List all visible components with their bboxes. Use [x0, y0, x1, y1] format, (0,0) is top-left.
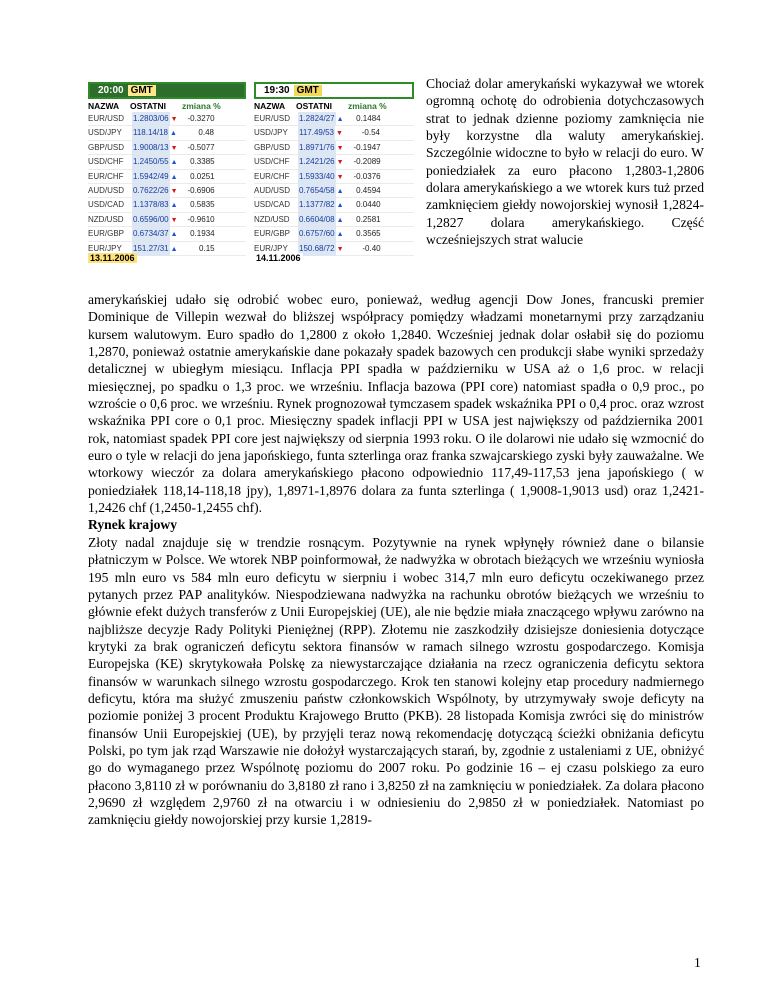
arrow-up-icon: ▲: [336, 216, 344, 224]
quote-change: 0.48: [198, 128, 214, 138]
quote-value: 151.27/31: [132, 242, 170, 256]
quote-time: 20:00: [98, 85, 124, 96]
quote-table-1: [88, 82, 246, 263]
quote-change: 0.5835: [190, 200, 215, 210]
quote-value: 0.6604/08: [298, 213, 336, 227]
quote-change: -0.6906: [187, 185, 215, 195]
article-paragraph-1: amerykańskiej udało się odrobić wobec euro, ponieważ, według agencji Dow Jones, francuski premier Dominique de Villepin wezwał do bliższej współpracy pomiędzy władzami monetarnymi przy zarządzaniu kursem walutowym. Euro spadło do 1,2800 z około 1,2840. Wcześniej jednak dolar osłabił się do poziomu 1,2870, ponieważ ostatnie amerykańskie dane pokazały spadek bazowych cen produkcji słabe wyniki sprzedaży detalicznej w ubiegłym miesiącu. Inflacja PPI spadła w październiku w USA aż o 1,6 proc. w relacji miesięcznej, po spadku o 1,3 proc. we wrześniu. Inflacja bazowa (PPI core) natomiast spadła o 0,9 proc., po wzroście o 0,6 proc. we wrześniu. Rynek prognozował tymczasem spadek wskaźnika PPI o 0,4 proc. oraz wzrost wskaźnika PPI core o 0,1 proc. Miesięczny spadek inflacji PPI w USA jest największy od października 2001 rok, natomiast spadek PPI core jest największy od sierpnia 1993 roku. O ile dolarowi nie udało się wzmocnić do euro o tyle w relacji do jena japońskiego, funta szterlinga oraz franka szwajcarskiego zyski były zauważalne. We wtorkowy wieczór za dolara amerykańskiego płacono odpowiednio 117,49-117,53 jena japońskiego ( w poniedziałek 118,14-118,18 jpy), 1,8971-1,8976 dolara za funta szterlinga ( 1,9008-1,9013 usd) oraz 1,2421-1,2426 chf (1,2450-1,2455 chf).: [88, 292, 704, 516]
quote-row: [254, 155, 414, 169]
quote-date: 14.11.2006: [256, 253, 301, 263]
quote-value: 118.14/18: [132, 126, 169, 140]
arrow-down-icon: ▼: [170, 216, 178, 224]
column-name: NAZWA: [88, 101, 120, 111]
quote-change: 0.0251: [190, 171, 215, 181]
quote-change: -0.40: [362, 243, 381, 253]
quote-timezone: GMT: [128, 85, 156, 96]
arrow-down-icon: ▼: [336, 130, 343, 138]
quote-value: 0.6734/37: [132, 227, 170, 241]
quote-value: 1.8971/76: [298, 141, 336, 155]
currency-pair: EUR/CHF: [88, 171, 124, 181]
currency-pair: GBP/USD: [88, 142, 125, 152]
quote-change: -0.54: [361, 128, 380, 138]
quote-value: 1.1377/82: [298, 198, 336, 212]
arrow-down-icon: ▼: [170, 187, 178, 195]
quote-value: 117.49/53: [298, 126, 335, 140]
intro-paragraph: [426, 75, 704, 248]
quote-value: 1.2450/55: [132, 155, 170, 169]
currency-pair: EUR/USD: [88, 114, 125, 123]
quote-change: 0.3385: [190, 157, 215, 167]
arrow-up-icon: ▲: [170, 245, 178, 253]
arrow-up-icon: ▲: [336, 187, 344, 195]
column-last: OSTATNI: [130, 101, 167, 111]
column-name: NAZWA: [254, 101, 286, 111]
quote-table-header: [88, 82, 246, 99]
quote-change: 0.2581: [356, 214, 381, 224]
quote-row: [88, 141, 246, 155]
quote-timezone: GMT: [294, 85, 322, 96]
quote-value: 1.1378/83: [132, 198, 170, 212]
arrow-up-icon: ▲: [336, 202, 344, 210]
quote-value: 150.68/72: [298, 242, 336, 256]
arrow-up-icon: ▲: [170, 159, 178, 167]
quote-change: 0.15: [199, 243, 215, 253]
currency-pair: USD/CAD: [88, 200, 125, 210]
quote-change: 0.3565: [356, 229, 381, 239]
currency-pair: EUR/GBP: [254, 229, 291, 239]
arrow-down-icon: ▼: [170, 144, 178, 152]
arrow-down-icon: ▼: [336, 245, 344, 253]
arrow-up-icon: ▲: [336, 116, 344, 123]
quote-change: 0.1484: [356, 114, 381, 123]
quote-time: 19:30: [264, 85, 290, 96]
quote-value: 0.7654/58: [298, 184, 336, 198]
quote-rows: [88, 112, 246, 256]
column-change: zmiana %: [182, 101, 221, 111]
quote-table-2: [254, 82, 414, 263]
quote-table-header: [254, 82, 414, 99]
quote-change: -0.1947: [353, 142, 381, 152]
currency-pair: USD/CAD: [254, 200, 291, 210]
quote-row: [88, 126, 246, 140]
currency-pair: AUD/USD: [88, 185, 125, 195]
quote-change: -0.5077: [187, 142, 215, 152]
currency-pair: NZD/USD: [254, 214, 290, 224]
arrow-up-icon: ▲: [170, 231, 178, 239]
quote-change: -0.0376: [353, 171, 381, 181]
article-paragraph-2: Złoty nadal znajduje się w trendzie rosnącym. Pozytywnie na rynek wpłynęły również dane o bilansie płatniczym w Polsce. We wtorek NBP poinformował, że nadwyżka w obrotach bieżących we wrześniu wyniosła 195 mln euro vs 584 mln euro deficytu w sierpniu i wobec 314,7 mln euro deficytu oczekiwanego przez pytanych przez PAP analityków. Niespodziewana nadwyżka na rachunku obrotów bieżących we wrześniu to głównie efekt dużych transferów z Unii Europejskiej (UE), ale nie będzie miała znaczącego wpływu zarówno na najbliższe decyzje Rady Polityki Pieniężnej (RPP). Złotemu nie zaszkodziły dzisiejsze doniesienia dotyczące krytyki za brak ograniczeń deficytu sektora finansów w ramach silnego wzrostu gospodarczego. Komisja Europejska (KE) skrytykowała Polskę za niewystarczające działania na rzecz ograniczenia deficytu sektora finansów w warunkach silnego wzrostu gospodarczego. Krok ten stanowi kolejny etap procedury nadmiernego deficytu, która ma służyć zmuszeniu państw członkowskich Wspólnoty, by utrzymywały swoje deficyty na poziomie poniżej 3 procent Produktu Krajowego Brutto (PKB). 28 listopada Komisja zwróci się do ministrów finansów Unii Europejskiej (UE), by przyjęli teraz nową rekomendację dotyczącą ścieżki obniżania deficytu Polski, po tym jak rząd Warszawie nie dołożył wystarczających starań, by, zgodnie z ustaleniami z UE, obniżyć go do wymaganego przez Wspólnotę poziomu do 2007 roku. Po godzinie 16 – ej czasu polskiego za euro płacono 3,8110 zł w porównaniu do 3,8180 zł rano i 3,8250 zł na zamknięciu w poniedziałek. Za dolara płacono 2,9690 zł względem 2,9760 zł na otwarciu i w odniesieniu do 2,9850 zł w poniedziałek. Natomiast po zamknięciu giełdy nowojorskiej przy kursie 1,2819-: [88, 534, 704, 828]
quote-date: 13.11.2006: [90, 253, 135, 263]
page-number: 1: [694, 955, 701, 970]
section-heading: Rynek krajowy: [88, 517, 178, 533]
quote-row: [88, 112, 246, 126]
currency-pair: AUD/USD: [254, 185, 291, 195]
article-body: [88, 291, 704, 829]
quote-value: 0.6596/00: [132, 213, 170, 227]
quote-row: [254, 112, 414, 126]
quote-row: [88, 155, 246, 169]
arrow-down-icon: ▼: [170, 116, 178, 123]
quote-row: [254, 126, 414, 140]
arrow-down-icon: ▼: [336, 159, 344, 167]
quote-value: 1.9008/13: [132, 141, 170, 155]
arrow-up-icon: ▲: [170, 202, 178, 210]
currency-pair: USD/JPY: [88, 128, 122, 138]
quote-row: [88, 170, 246, 184]
arrow-down-icon: ▼: [336, 144, 344, 152]
quote-column-headers: [254, 101, 414, 112]
arrow-up-icon: ▲: [170, 173, 178, 181]
currency-pair: EUR/USD: [254, 114, 291, 123]
quote-row: [88, 184, 246, 198]
currency-pair: EUR/GBP: [88, 229, 125, 239]
arrow-down-icon: ▼: [336, 173, 344, 181]
quote-value: 0.6757/60: [298, 227, 336, 241]
quote-row: [254, 141, 414, 155]
quote-row: [254, 213, 414, 227]
quote-value: 1.2803/06: [132, 112, 170, 126]
currency-pair: EUR/CHF: [254, 171, 290, 181]
quote-change: 0.1934: [190, 229, 215, 239]
currency-pair: USD/CHF: [254, 157, 290, 167]
quote-row: [88, 227, 246, 241]
quote-row: [88, 213, 246, 227]
quote-change: -0.9610: [187, 214, 215, 224]
quote-value: 1.5933/40: [298, 170, 336, 184]
quote-value: 1.2421/26: [298, 155, 336, 169]
quote-change: -0.2089: [353, 157, 381, 167]
quote-row: [254, 170, 414, 184]
arrow-up-icon: ▲: [336, 231, 344, 239]
intro-text: Chociaż dolar amerykański wykazywał we wtorek ogromną ochotę do odrobienia dotychczasowych strat to jednak dzienne poziomy zamknięcia nie były korzystne dla waluty amerykańskiej. Szczególnie widoczne to było w relacji do euro. W poniedziałek za euro płacono 1,2803-1,2806 dolara amerykańskiego a we wtorek kurs tuż przed zamknięciem giełdy nowojorskiej wynosił 1,2824-1,2827 dolara amerykańskiego. Część wcześniejszych strat walucie: [426, 76, 704, 248]
quote-change: -0.3270: [187, 114, 215, 123]
currency-pair: GBP/USD: [254, 142, 291, 152]
quote-value: 0.7622/26: [132, 184, 170, 198]
quote-row: [254, 198, 414, 212]
quote-change: 0.4594: [356, 185, 381, 195]
column-change: zmiana %: [348, 101, 387, 111]
currency-pair: USD/JPY: [254, 128, 288, 138]
currency-pair: EUR/JPY: [254, 243, 288, 253]
arrow-up-icon: ▲: [170, 130, 177, 138]
quote-row: [254, 184, 414, 198]
currency-pair: EUR/JPY: [88, 243, 122, 253]
quote-change: 0.0440: [356, 200, 381, 210]
currency-pair: NZD/USD: [88, 214, 124, 224]
currency-pair: USD/CHF: [88, 157, 124, 167]
quote-value: 1.2824/27: [298, 112, 336, 126]
quote-row: [88, 198, 246, 212]
quote-value: 1.5942/49: [132, 170, 170, 184]
quote-row: [254, 227, 414, 241]
column-last: OSTATNI: [296, 101, 333, 111]
quote-column-headers: [88, 101, 246, 112]
quote-rows: [254, 112, 414, 256]
